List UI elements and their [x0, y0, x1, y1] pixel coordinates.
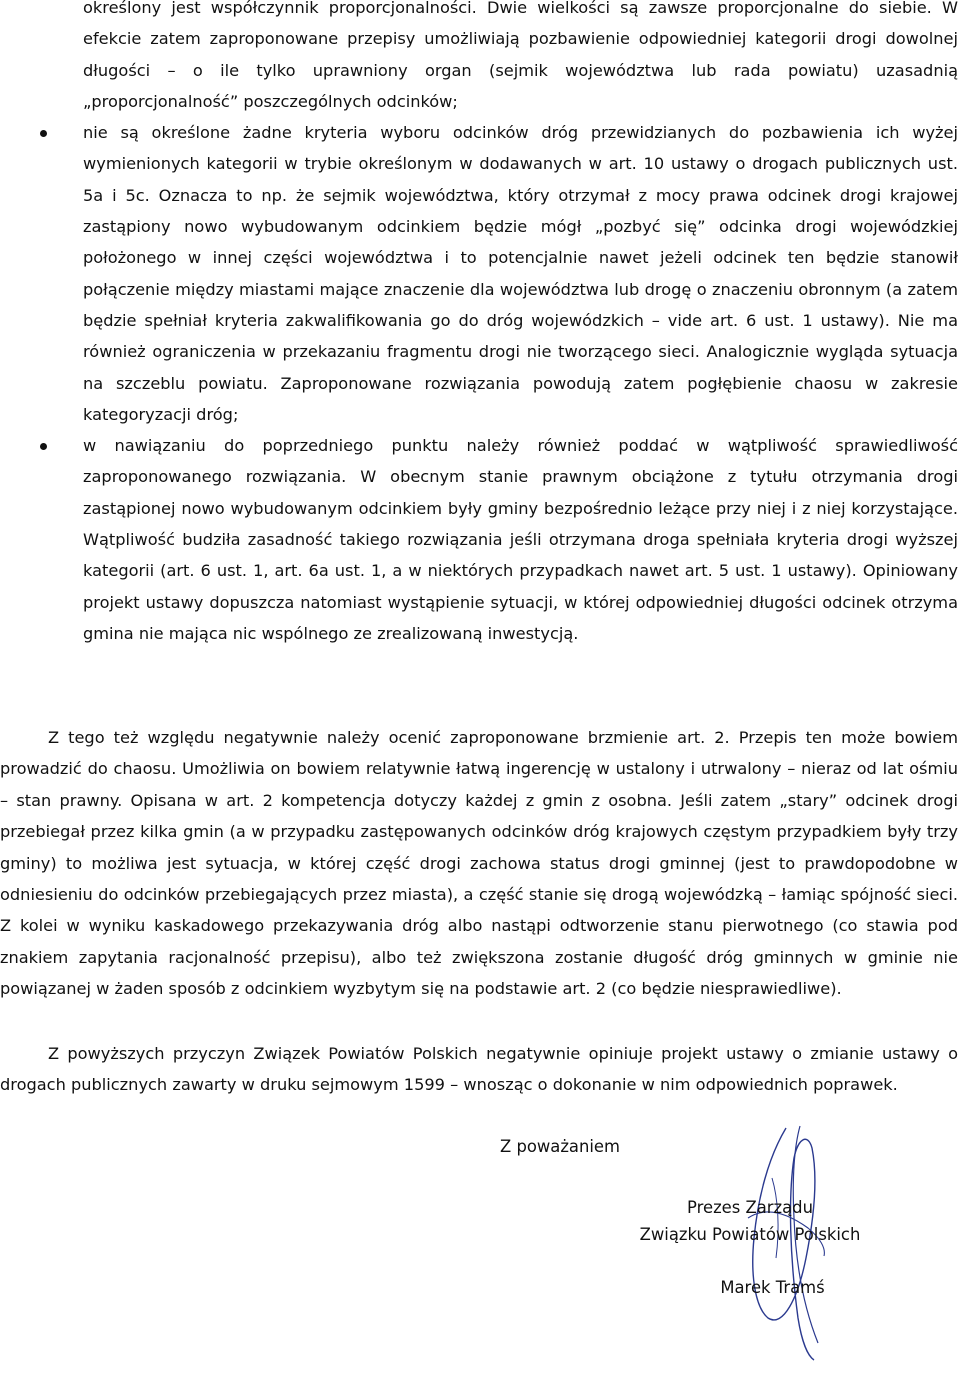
- signatory-title-line: Związku Powiatów Polskich: [639, 1225, 861, 1244]
- body-paragraph: Z tego też względu negatywnie należy ocenić zaproponowane brzmienie art. 2. Przepis ten może bowiem prowadzić do chaosu. Umożliwia on bowiem relatywnie łatwą ingerencję w ustalony i utrwalony – nieraz od lat ośmiu – stan prawny. Opisana w art. 2 kompetencja dotyczy każdej z gmin z osobna. Jeśli zatem „stary” odcinek drogi przebiegał przez kilka gmin (a w przypadku zastępowanych odcinków dróg krajowych częstym przypadkiem były trzy gminy) to możliwa jest sytuacja, w której część drogi zachowa status drogi gminnej (jest to prawdopodobne w odniesieniu do odcinków przebiegających przez miasta), a część stanie się drogą wojewódzką – łamiąc spójność sieci. Z kolei w wyniku kaskadowego przekazywania dróg albo nastąpi odtworzenie stanu pierwotnego (co stawia pod znakiem zapytania racjonalność przepisu), albo też zwiększona zostanie długość dróg gminnych w gminie nie powiązanej w żaden sposób z odcinkiem wyzbytym się na podstawie art. 2 (co będzie niesprawiedliwe).: [0, 728, 958, 999]
- signatory-title: [600, 1194, 900, 1248]
- bullet-text: nie są określone żadne kryteria wyboru odcinków dróg przewidzianych do pozbawienia ich wyżej wymienionych kategorii w trybie określonym w dodawanych w art. 10 ustawy o drogach publicznych ust. 5a i 5c. Oznacza to np. że sejmik województwa, który otrzymał z mocy prawa odcinek drogi krajowej zastąpiony nowo wybudowanym odcinkiem będzie mógł „pozbyć się” odcinka drogi wojewódzkiej położonego w innej części województwa i to potencjalnie nawet jeżeli odcinek ten będzie stanowił połączenie między miastami mające znaczenie dla województwa lub drogę o znaczeniu obronnym (a zatem będzie spełniał kryteria zakwalifikowania go do dróg wojewódzkich – vide art. 6 ust. 1 ustawy). Nie ma również ograniczenia w przekazaniu fragmentu drogi nie tworzącego sieci. Analogicznie wygląda sytuacja na szczeblu powiatu. Zaproponowane rozwiązania powodują zatem pogłębienie chaosu w zakresie kategoryzacji dróg;: [83, 123, 958, 424]
- list-item: [40, 0, 958, 117]
- list-item: [40, 117, 958, 430]
- bullet-text-continued: określony jest współczynnik proporcjonalności. Dwie wielkości są zawsze proporcjonalne do siebie. W efekcie zatem zaproponowane przepisy umożliwiają pozbawienie odpowiedniej kategorii drogi dowolnej długości – o ile tylko uprawniony organ (sejmik województwa lub rada powiatu) uzasadnią „proporcjonalność” poszczególnych odcinków;: [83, 0, 958, 111]
- list-item: [40, 430, 958, 649]
- bullet-list: [40, 0, 958, 649]
- closing-salutation: Z poważaniem: [500, 1137, 620, 1156]
- body-paragraph: Z powyższych przyczyn Związek Powiatów Polskich negatywnie opiniuje projekt ustawy o zmianie ustawy o drogach publicznych zawarty w druku sejmowym 1599 – wnosząc o dokonanie w nim odpowiednich poprawek.: [0, 1044, 958, 1095]
- bullet-text: w nawiązaniu do poprzedniego punktu należy również poddać w wątpliwość sprawiedliwość zaproponowanego rozwiązania. W obecnym stanie prawnym obciążone z tytułu otrzymania drogi zastąpionej nowo wybudowanym odcinkiem były gminy bezpośrednio leżące przy niej i z niej korzystające. Wątpliwość budziła zasadność takiego rozwiązania jeśli otrzymana droga spełniała kryteria drogi wyższej kategorii (art. 6 ust. 1, art. 6a ust. 1, a w niektórych przypadkach nawet art. 5 ust. 1 ustawy). Opiniowany projekt ustawy dopuszcza natomiast wystąpienie sytuacji, w której odpowiedniej długości odcinek otrzyma gmina nie mająca nic wspólnego ze zrealizowaną inwestycją.: [83, 436, 958, 643]
- signatory-name: Marek Tramś: [720, 1278, 825, 1297]
- signatory-title-line: Prezes Zarządu: [687, 1198, 813, 1217]
